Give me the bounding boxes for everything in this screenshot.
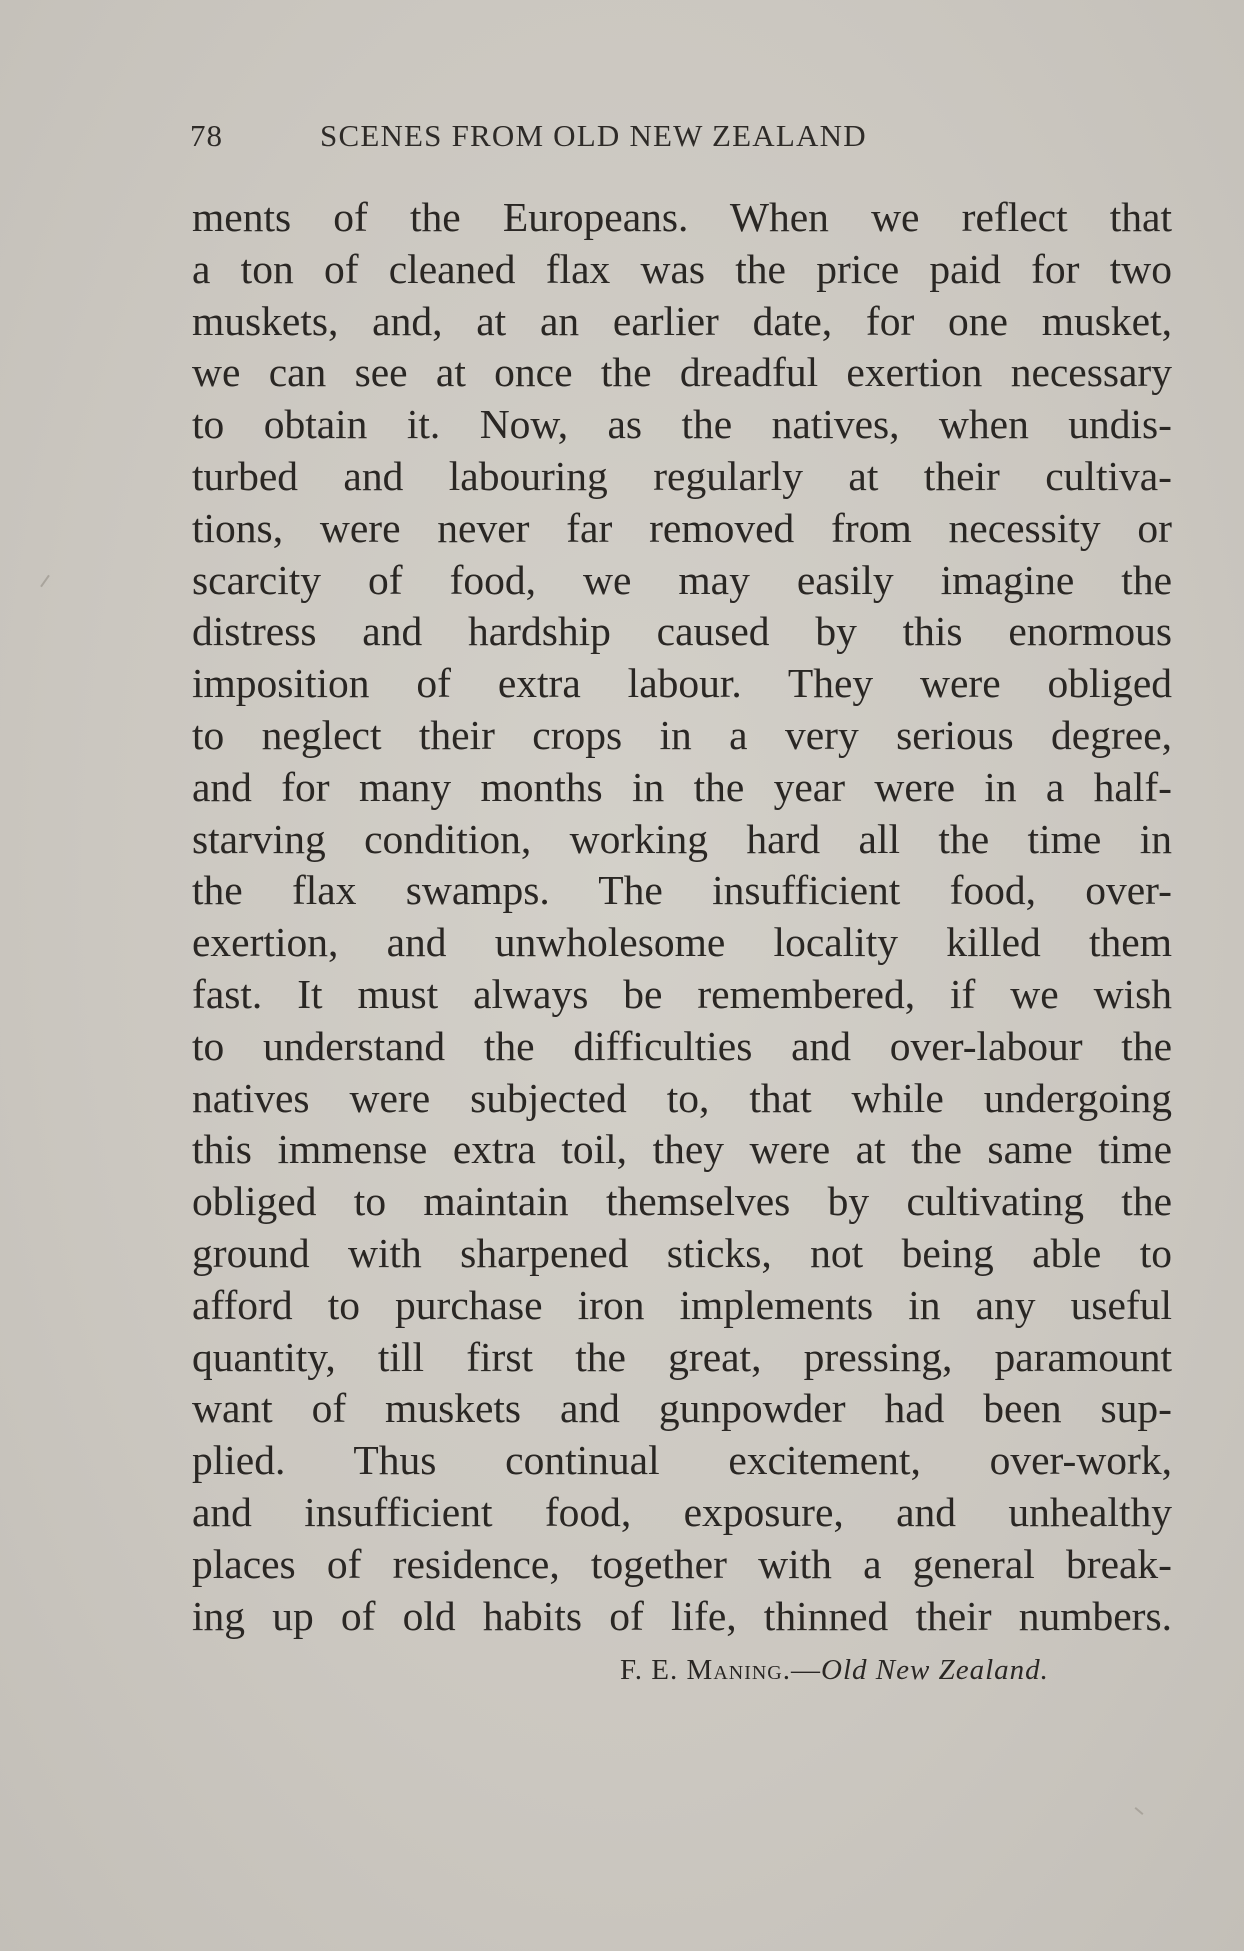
text-line: turbed and labouring regularly at their cultiva- bbox=[192, 452, 1172, 499]
attribution bbox=[620, 1654, 1140, 1687]
text-line: tions, were never far removed from necessity or bbox=[192, 504, 1172, 551]
text-line: fast. It must always be remembered, if we wish bbox=[192, 970, 1172, 1017]
running-head bbox=[190, 112, 1040, 162]
text-line: afford to purchase iron implements in any useful bbox=[192, 1281, 1172, 1328]
text-line: quantity, till first the great, pressing, paramount bbox=[192, 1333, 1172, 1380]
text-line: places of residence, together with a general break- bbox=[192, 1540, 1172, 1587]
text-line: to obtain it. Now, as the natives, when undis- bbox=[192, 401, 1172, 448]
text-line: natives were subjected to, that while undergoing bbox=[192, 1074, 1172, 1121]
running-title: SCENES FROM OLD NEW ZEALAND bbox=[320, 118, 867, 153]
paper-speck bbox=[40, 575, 50, 588]
body-paragraph bbox=[192, 192, 1172, 1642]
text-line: distress and hardship caused by this enormous bbox=[192, 608, 1172, 655]
text-line: plied. Thus continual excitement, over-work, bbox=[192, 1437, 1172, 1484]
text-line: imposition of extra labour. They were obliged bbox=[192, 660, 1172, 707]
paper-speck bbox=[1135, 1807, 1144, 1815]
text-line: and insufficient food, exposure, and unhealthy bbox=[192, 1488, 1172, 1535]
text-line: and for many months in the year were in a half- bbox=[192, 763, 1172, 810]
text-line: ing up of old habits of life, thinned their numbers. bbox=[192, 1592, 1172, 1639]
page-number: 78 bbox=[190, 118, 223, 153]
text-line: to neglect their crops in a very serious degree, bbox=[192, 711, 1172, 758]
text-line: starving condition, working hard all the time in bbox=[192, 815, 1172, 862]
text-line: to understand the difficulties and over-labour the bbox=[192, 1022, 1172, 1069]
text-line: want of muskets and gunpowder had been sup- bbox=[192, 1385, 1172, 1432]
attribution-dash: — bbox=[791, 1654, 822, 1686]
attribution-author: Maning. bbox=[686, 1654, 792, 1686]
attribution-work-title: Old New Zealand. bbox=[821, 1654, 1049, 1686]
text-line: obliged to maintain themselves by cultivating the bbox=[192, 1178, 1172, 1225]
text-line: exertion, and unwholesome locality killed them bbox=[192, 919, 1172, 966]
attribution-initials: F. E. bbox=[620, 1654, 687, 1686]
text-line: a ton of cleaned flax was the price paid for two bbox=[192, 245, 1172, 292]
text-line: ments of the Europeans. When we reflect that bbox=[192, 194, 1172, 240]
text-line: scarcity of food, we may easily imagine the bbox=[192, 556, 1172, 603]
text-line: muskets, and, at an earlier date, for one musket, bbox=[192, 297, 1172, 344]
text-line: we can see at once the dreadful exertion necessary bbox=[192, 349, 1172, 396]
text-line: ground with sharpened sticks, not being able to bbox=[192, 1229, 1172, 1276]
text-line: this immense extra toil, they were at the same time bbox=[192, 1126, 1172, 1173]
text-line: the flax swamps. The insufficient food, over- bbox=[192, 867, 1172, 914]
